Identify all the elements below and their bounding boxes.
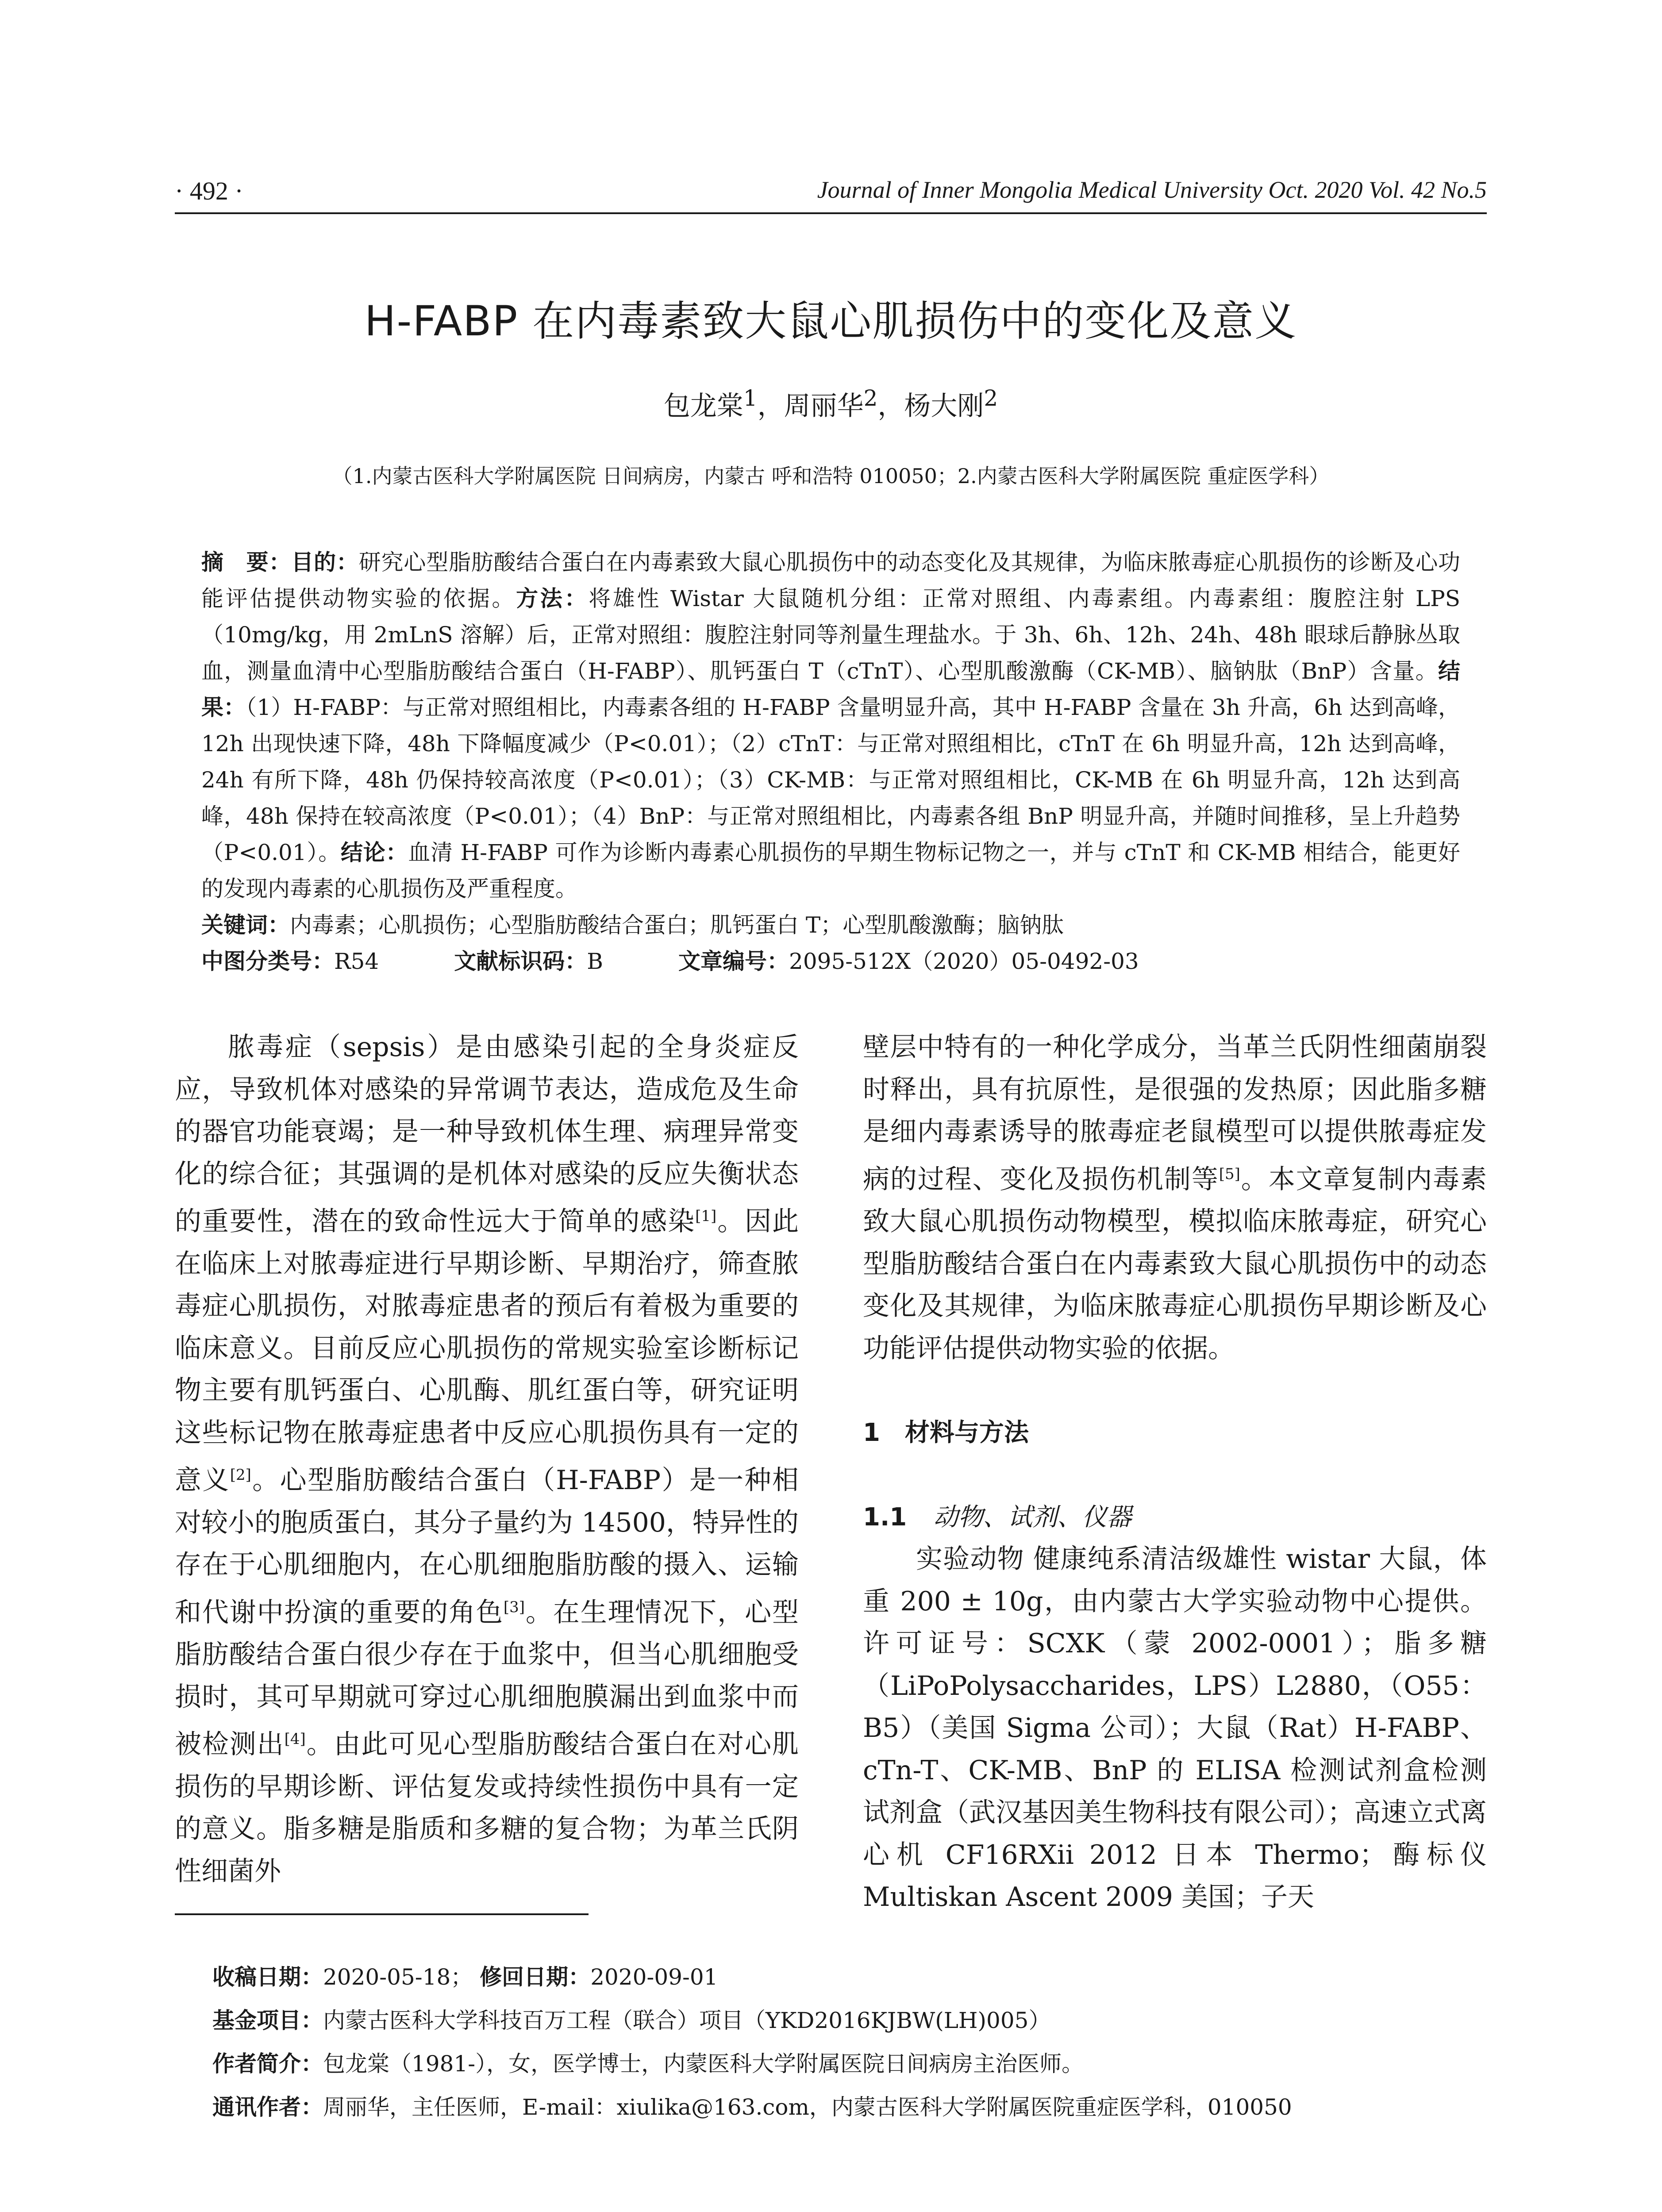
- body-text: 。在生理情况下，心型脂肪酸结合蛋白很少存在于血浆中，但当心肌细胞受损时，其可早期就可穿过心肌细胞膜漏出到血浆中而被检测出: [175, 1597, 799, 1760]
- footnote-label: 作者简介：: [212, 2051, 323, 2077]
- body-column-right: [863, 1026, 1487, 1919]
- author-name: 周丽华: [784, 391, 864, 422]
- abstract-text: [201, 544, 1460, 907]
- footnote-label: 修回日期：: [480, 1964, 591, 1990]
- citation-ref[interactable]: [1]: [695, 1207, 717, 1225]
- section-heading: 1 材料与方法: [863, 1418, 1029, 1447]
- result-label: 结果：: [201, 658, 1460, 720]
- subsection-heading: [863, 1496, 1487, 1539]
- paper-title: H-FABP 在内毒素致大鼠心肌损伤中的变化及意义: [364, 297, 1297, 346]
- method-text: 将雄性 Wistar 大鼠随机分组：正常对照组、内毒素组。内毒素组：腹腔注射 LPS（10mg/kg，用 2mLnS 溶解）后，正常对照组：腹腔注射同等剂量生理盐水。于 3h、6h、12h、24h、48h 眼球后静脉丛取血，测量血清中心型脂肪酸结合蛋白（H-FABP）、肌钙蛋白 T（cTnT）、心型肌酸激酶（CK-MB）、脑钠肽（BnP）含量。: [201, 586, 1461, 684]
- subsection-number: 1.1: [863, 1502, 907, 1532]
- body-paragraph: [175, 1026, 799, 1893]
- body-text: 。由此可见心型脂肪酸结合蛋白在对心肌损伤的早期诊断、评估复发或持续性损伤中具有一定的意义。脂多糖是脂质和多糖的复合物；为革兰氏阴性细菌外: [175, 1729, 799, 1887]
- body-text: 壁层中特有的一种化学成分，当革兰氏阴性细菌崩裂时释出，具有抗原性，是很强的发热原；因此脂多糖是细内毒素诱导的脓毒症老鼠模型可以提供脓毒症发病的过程、变化及损伤机制等: [863, 1032, 1487, 1195]
- body-paragraph: 实验动物 健康纯系清洁级雄性 wistar 大鼠，体重 200 ± 10g，由内蒙古大学实验动物中心提供。许可证号：SCXK（蒙 2002-0001）；脂多糖（LiPoPolysaccharides，LPS）L2880，（O55：B5）（美国 Sigma 公司）；大鼠（Rat）H-FABP、cTn-T、CK-MB、BnP 的 ELISA 检测试剂盒检测 试剂盒（武汉基因美生物科技有限公司）；高速立式离心机 CF16RXii 2012 日本 Thermo；酶标仪 Multiskan Ascent 2009 美国；子天: [863, 1544, 1487, 1912]
- citation-ref[interactable]: [3]: [503, 1598, 525, 1616]
- citation-ref[interactable]: [4]: [284, 1730, 306, 1748]
- fund-text: 内蒙古医科大学科技百万工程（联合）项目（YKD2016KJBW(LH)005）: [323, 2008, 1051, 2033]
- journal-info: [817, 176, 1487, 204]
- purpose-label: 目的：: [291, 549, 359, 575]
- footnote-label: 通讯作者：: [212, 2094, 323, 2120]
- footnote-label: 收稿日期：: [212, 1964, 323, 1990]
- footnote-fund: [212, 1999, 1496, 2042]
- footnote-label: 基金项目：: [212, 2008, 323, 2033]
- abstract-block: [201, 544, 1460, 979]
- footnote-dates: [212, 1955, 1496, 1999]
- clc-label: 中图分类号：: [201, 949, 334, 974]
- body-column-left: [175, 1026, 799, 1893]
- conclusion-label: 结论：: [341, 840, 408, 865]
- article-number: [678, 943, 1139, 979]
- author-affil-mark: 1: [743, 385, 758, 411]
- article-value: 2095-512X（2020）05-0492-03: [789, 949, 1139, 974]
- doc-value: B: [587, 949, 604, 974]
- citation-ref[interactable]: [5]: [1219, 1165, 1240, 1183]
- author-name: 包龙棠: [663, 391, 743, 422]
- keywords-text: 内毒素；心肌损伤；心型脂肪酸结合蛋白；肌钙蛋白 T；心型肌酸激酶；脑钠肽: [290, 912, 1064, 938]
- doc-code: [454, 943, 603, 979]
- body-text: 脓毒症（sepsis）是由感染引起的全身炎症反应，导致机体对感染的异常调节表达，造成危及生命的器官功能衰竭；是一种导致机体生理、病理异常变化的综合征；其强调的是机体对感染的反应失衡状态的重要性，潜在的致命性远大于简单的感染: [175, 1032, 799, 1237]
- article-label: 文章编号：: [678, 949, 789, 974]
- result-text: （1）H-FABP：与正常对照组相比，内毒素各组的 H-FABP 含量明显升高，其中 H-FABP 含量在 3h 升高，6h 达到高峰，12h 出现快速下降，48h 下降幅度减少（P<0.01）；（2）cTnT：与正常对照组相比，cTnT 在 6h 明显升高，12h 达到高峰，24h 有所下降，48h 仍保持较高浓度（P<0.01）；（3）CK-MB：与正常对照组相比，CK-MB 在 6h 明显升高，12h 达到高峰，48h 保持在较高浓度（P<0.01）；（4）BnP：与正常对照组相比，内毒素各组 BnP 明显升高，并随时间推移，呈上升趋势（P<0.01）。: [201, 695, 1461, 865]
- running-header: [175, 176, 1487, 216]
- purpose-text: 研究心型脂肪酸结合蛋白在内毒素致大鼠心肌损伤中的动态变化及其规律，为临床脓毒症心肌损伤的诊断及心功能评估提供动物实验的依据。: [201, 549, 1461, 611]
- citation-ref[interactable]: [2]: [230, 1466, 251, 1484]
- clc-number: [201, 943, 379, 979]
- footnote-corresponding: [212, 2085, 1496, 2129]
- subsection-title: 动物、试剂、仪器: [933, 1502, 1132, 1532]
- page-number: · 492 ·: [175, 177, 243, 205]
- author-affil-mark: 2: [863, 385, 878, 411]
- doc-label: 文献标识码：: [454, 949, 587, 974]
- footnote-author: [212, 2042, 1496, 2085]
- body-text: 。本文章复制内毒素致大鼠心肌损伤动物模型，模拟临床脓毒症，研究心型脂肪酸结合蛋白在内毒素致大鼠心肌损伤中的动态变化及其规律，为临床脓毒症心肌损伤早期诊断及心功能评估提供动物实验的依据。: [863, 1164, 1487, 1364]
- received-date: 2020-05-18；: [323, 1964, 473, 1990]
- journal-name: Journal of Inner Mongolia Medical University: [817, 177, 1262, 203]
- keywords: [201, 907, 1460, 943]
- body-paragraph: [863, 1026, 1487, 1370]
- corresponding-info: 周丽华，主任医师，E-mail：xiulika@163.com，内蒙古医科大学附属医院重症医学科，010050: [323, 2094, 1292, 2120]
- method-label: 方法：: [516, 586, 589, 611]
- affiliation: （1.内蒙古医科大学附属医院 日间病房，内蒙古 呼和浩特 010050；2.内蒙古医科大学附属医院 重症医学科）: [332, 464, 1330, 488]
- abstract-label: 摘 要：: [201, 549, 292, 575]
- conclusion-text: 血清 H-FABP 可作为诊断内毒素心肌损伤的早期生物标记物之一，并与 cTnT 和 CK-MB 相结合，能更好的发现内毒素的心肌损伤及严重程度。: [201, 840, 1460, 902]
- keywords-label: 关键词：: [201, 912, 290, 938]
- body-text: 。因此在临床上对脓毒症进行早期诊断、早期治疗，筛查脓毒症心肌损伤，对脓毒症患者的预后有着极为重要的临床意义。目前反应心肌损伤的常规实验室诊断标记物主要有肌钙蛋白、心肌酶、肌红蛋白等，研究证明这些标记物在脓毒症患者中反应心肌损伤具有一定的意义: [175, 1206, 799, 1496]
- footnotes: [212, 1955, 1496, 2129]
- author-affil-mark: 2: [984, 385, 998, 411]
- clc-value: R54: [334, 949, 379, 974]
- author-name: 杨大刚: [904, 391, 984, 422]
- author-bio: 包龙棠（1981-），女，医学博士，内蒙医科大学附属医院日间病房主治医师。: [323, 2051, 1084, 2077]
- journal-issue: Oct. 2020 Vol. 42 No.5: [1268, 177, 1487, 203]
- body-text: 。心型脂肪酸结合蛋白（H-FABP）是一种相对较小的胞质蛋白，其分子量约为 14500，特异性的存在于心肌细胞内，在心肌细胞脂肪酸的摄入、运输和代谢中扮演的重要的角色: [175, 1465, 799, 1628]
- footnote-rule: [175, 1913, 589, 1915]
- revised-date: 2020-09-01: [590, 1964, 718, 1990]
- classification-line: [201, 943, 1460, 979]
- author-list: 包龙棠$^1$，周丽华$^2$，杨大刚$^2$: [663, 385, 998, 422]
- header-rule: [175, 212, 1487, 214]
